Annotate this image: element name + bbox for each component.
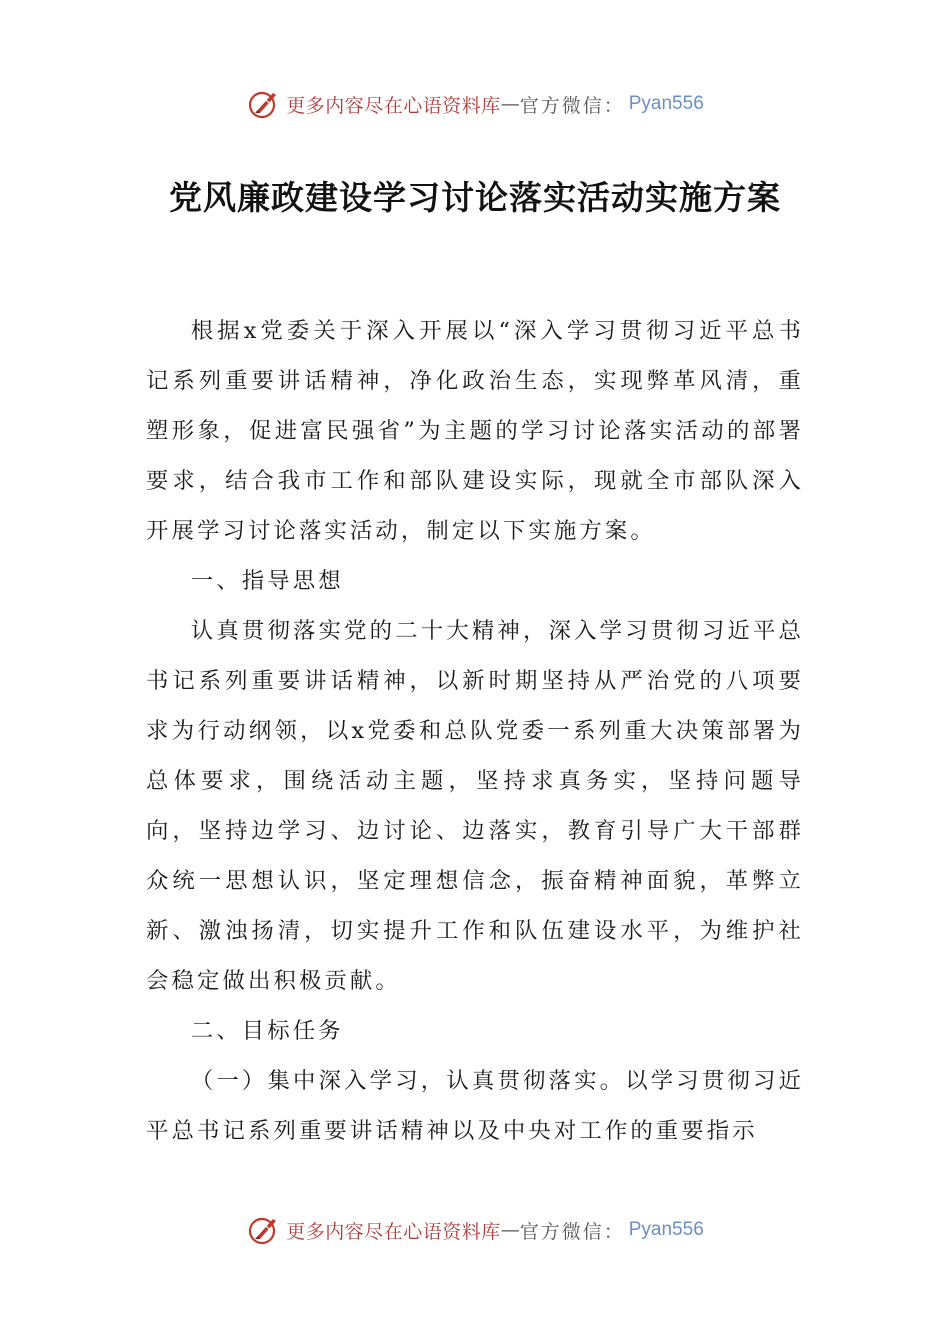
watermark-separator: — — [500, 1219, 520, 1241]
quill-pen-logo-icon — [246, 1212, 282, 1248]
watermark-wechat-id: Pyan556 — [628, 1219, 704, 1240]
watermark-banner-bottom — [0, 1210, 950, 1250]
watermark-banner-top — [0, 84, 950, 124]
watermark-brand-text: 更多内容尽在心语资料库 — [286, 94, 501, 117]
document-title: 党风廉政建设学习讨论落实活动实施方案 — [169, 178, 781, 217]
intro-paragraph: 根据x党委关于深入开展以“深入学习贯彻习近平总书记系列重要讲话精神，净化政治生态，实现弊革风清，重塑形象，促进富民强省”为主题的学习讨论落实活动的部署要求，结合我市工作和部队建设实际，现就全市部队深入开展学习讨论落实活动，制定以下实施方案。 — [146, 318, 804, 544]
objectives-paragraph-1: （一）集中深入学习，认真贯彻落实。以学习贯彻习近平总书记系列重要讲话精神以及中央对工作的重要指示 — [146, 1068, 804, 1144]
section-heading-objectives: 二、目标任务 — [190, 1018, 344, 1044]
watermark-separator: — — [500, 93, 520, 115]
watermark-wechat-id: Pyan556 — [628, 93, 704, 114]
guiding-ideology-paragraph: 认真贯彻落实党的二十大精神，深入学习贯彻习近平总书记系列重要讲话精神，以新时期坚持从严治党的八项要求为行动纲领，以x党委和总队党委一系列重大决策部署为总体要求，围绕活动主题，坚持求真务实，坚持问题导向，坚持边学习、边讨论、边落实，教育引导广大干部群众统一思想认识，坚定理想信念，振奋精神面貌，革弊立新、激浊扬清，切实提升工作和队伍建设水平，为维护社会稳定做出积极贡献。 — [146, 618, 804, 994]
document-body — [146, 306, 804, 1156]
watermark-wechat-label: 官方微信： — [519, 94, 625, 117]
section-heading-guiding-ideology: 一、指导思想 — [190, 568, 344, 594]
quill-pen-logo-icon — [246, 86, 282, 122]
watermark-wechat-label: 官方微信： — [519, 1220, 625, 1243]
watermark-brand-text: 更多内容尽在心语资料库 — [286, 1220, 501, 1243]
